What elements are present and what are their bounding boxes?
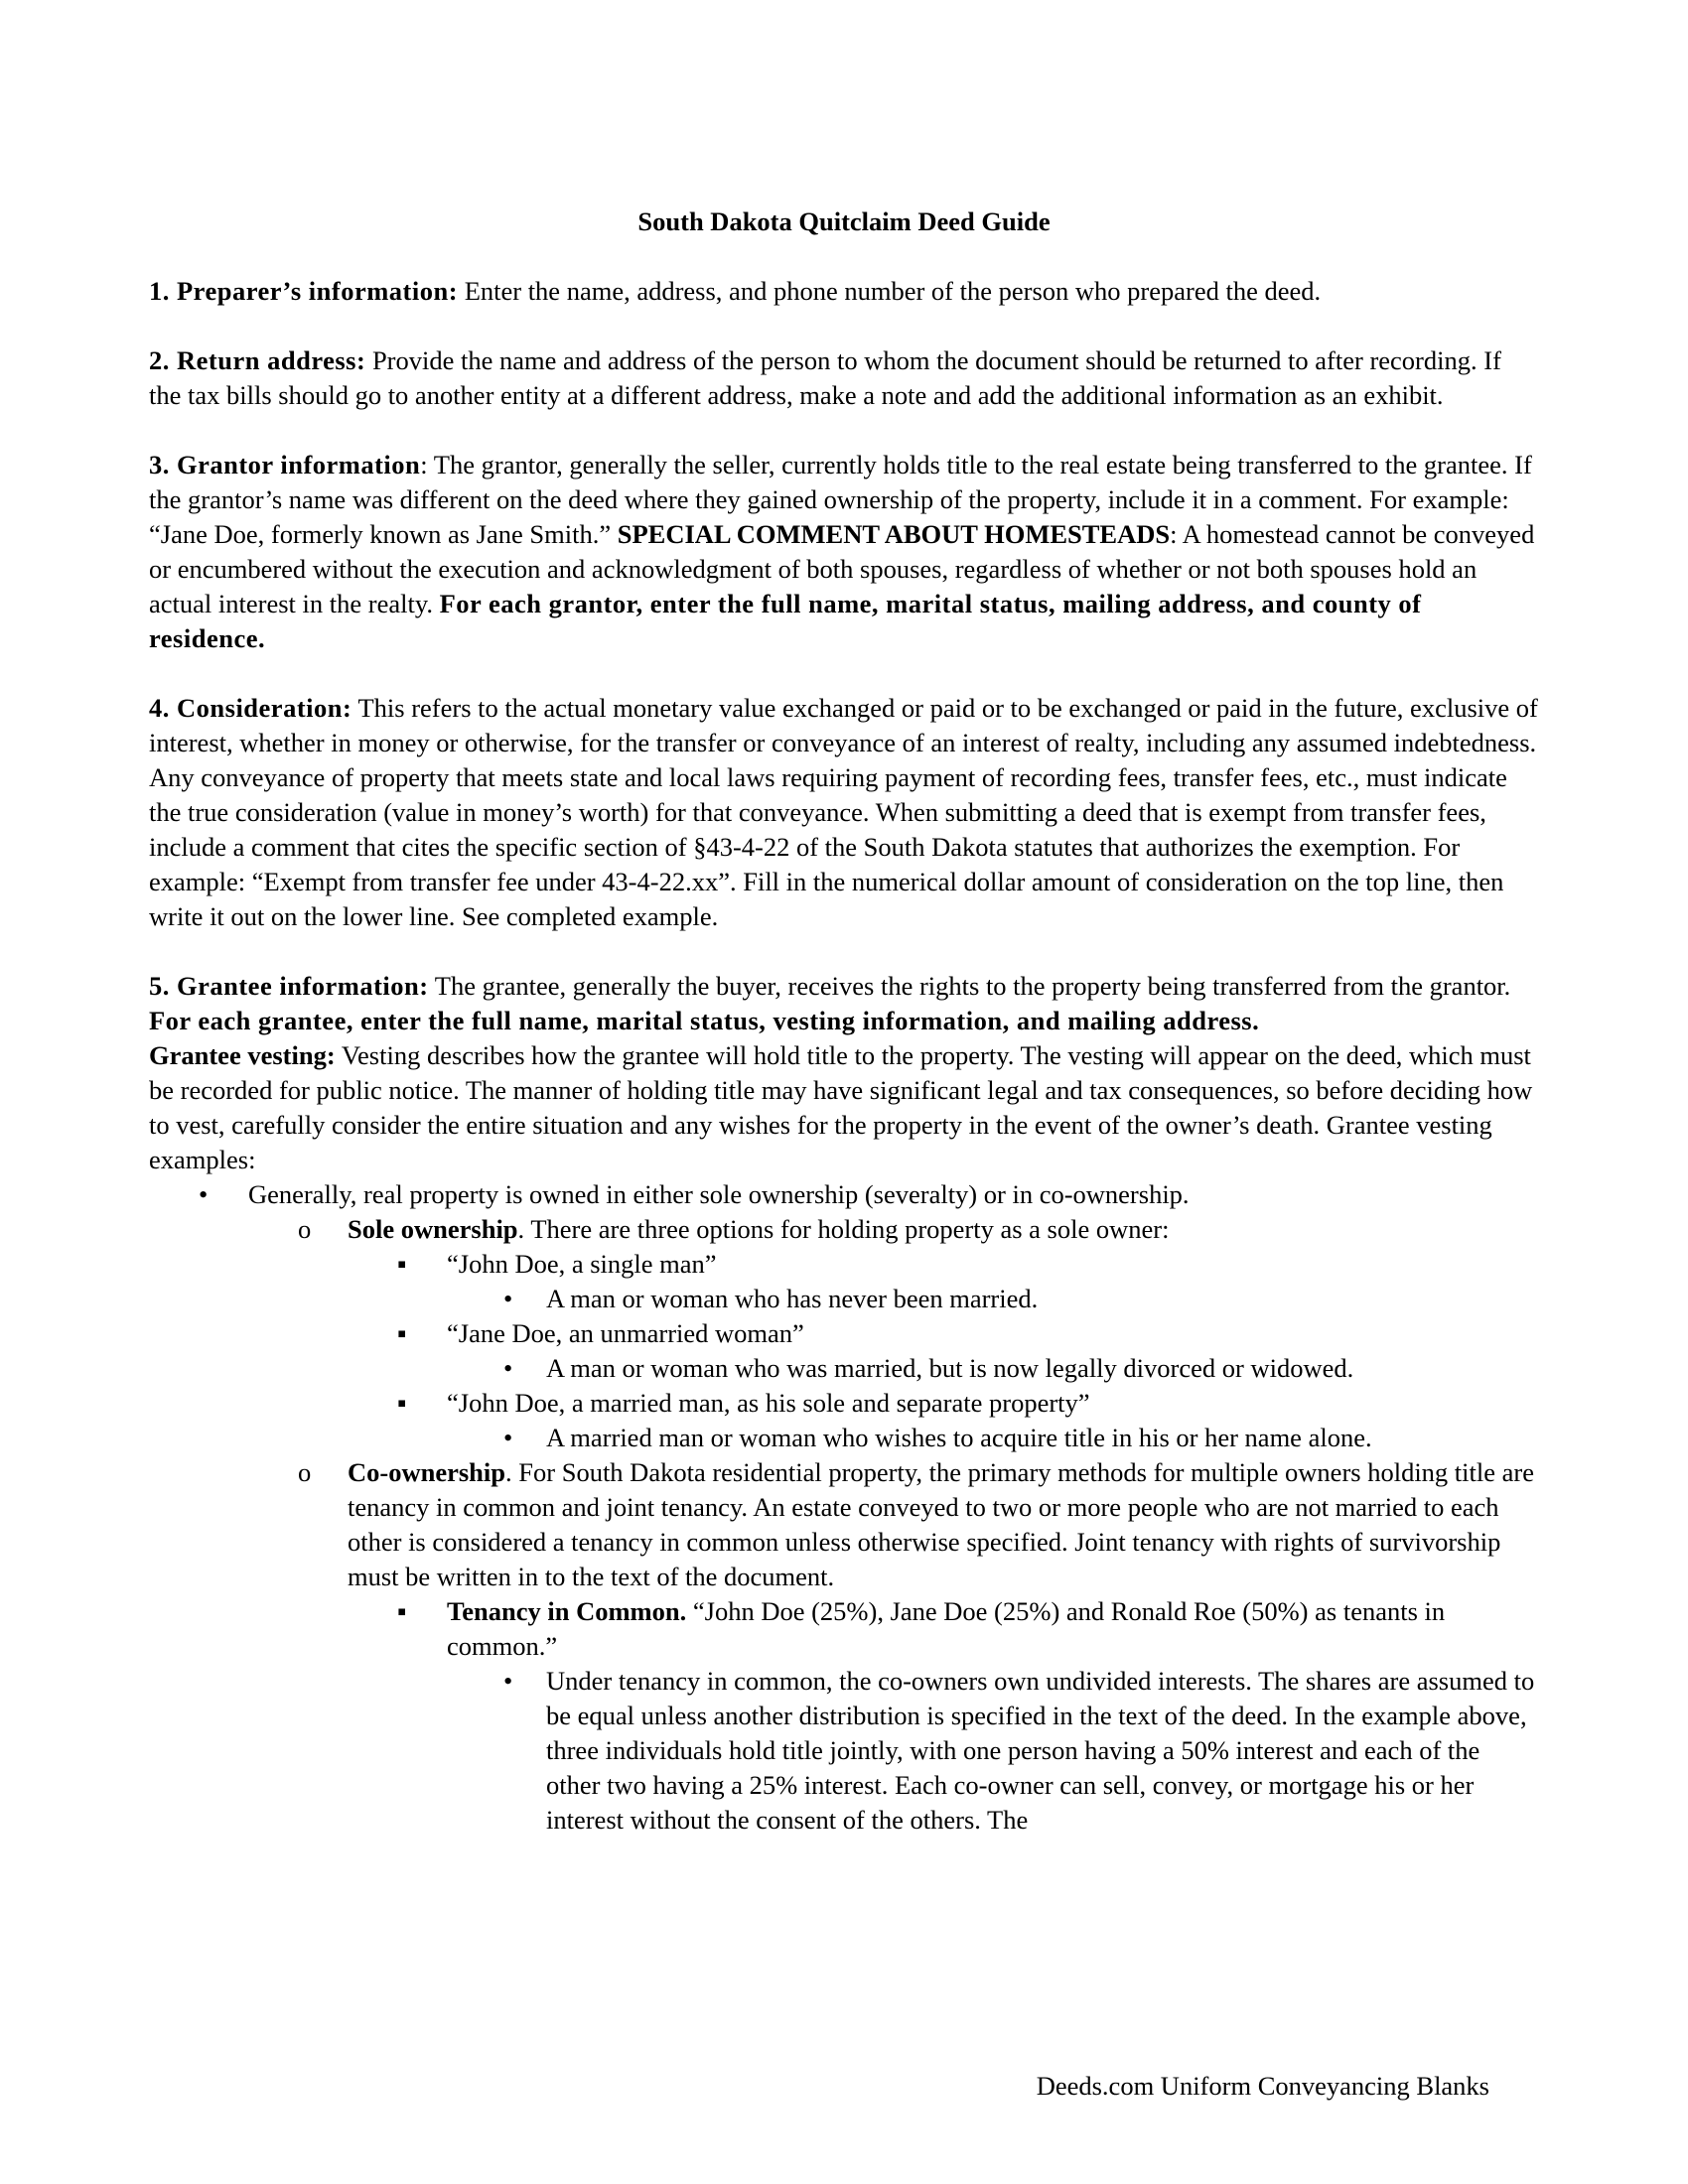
list-item-text: A man or woman who was married, but is now legally divorced or widowed.	[546, 1353, 1354, 1383]
list-item-text: A married man or woman who wishes to acquire title in his or her name alone.	[546, 1423, 1372, 1452]
section-heading: 3. Grantor information	[149, 450, 421, 479]
list-item-text: “John Doe, a married man, as his sole and separate property”	[447, 1388, 1090, 1418]
section-text: Enter the name, address, and phone number of the person who prepared the deed.	[458, 276, 1322, 306]
list-item-text: . There are three options for holding property as a sole owner:	[517, 1214, 1170, 1244]
bullet-square-icon: ▪	[397, 1388, 407, 1418]
section-text: Vesting describes how the grantee will hold title to the property. The vesting will appear on the deed, which must be recorded for public notice. The manner of holding title may have significant legal and tax consequences, so before deciding how to vest, carefully consider the entire situation and any wishes for the property in the event of the owner’s death. Grantee vesting examples:	[149, 1040, 1533, 1174]
bullet-square-icon: ▪	[397, 1249, 407, 1279]
list-item	[149, 1316, 1539, 1351]
list-item-text: A man or woman who has never been married.	[546, 1284, 1039, 1313]
list-item	[149, 1386, 1539, 1421]
document-title: South Dakota Quitclaim Deed Guide	[637, 206, 1051, 236]
section-grantee	[149, 969, 1539, 1038]
list-item	[149, 1282, 1539, 1316]
list-item	[149, 1212, 1539, 1247]
section-preparer	[149, 274, 1539, 309]
list-item-heading: Sole ownership	[348, 1214, 518, 1244]
section-text: The grantee, generally the buyer, receives the rights to the property being transferred from the grantor.	[428, 971, 1511, 1001]
section-heading: 2. Return address:	[149, 345, 366, 375]
list-item-heading: Co-ownership	[348, 1457, 506, 1487]
list-item	[149, 1421, 1539, 1455]
section-heading: Grantee vesting:	[149, 1040, 336, 1070]
section-grantor	[149, 448, 1539, 656]
section-consideration	[149, 691, 1539, 934]
section-text: Provide the name and address of the person to whom the document should be returned to after recording. If the tax bills should go to another entity at a different address, make a note and add the additional information as an exhibit.	[149, 345, 1501, 410]
section-grantee-vesting	[149, 1038, 1539, 1177]
grantee-instruction: For each grantee, enter the full name, marital status, vesting information, and mailing address.	[149, 1006, 1260, 1035]
list-item	[149, 1247, 1539, 1282]
list-item	[149, 1594, 1539, 1664]
special-comment-heading: SPECIAL COMMENT ABOUT HOMESTEADS	[617, 519, 1171, 549]
page-footer: Deeds.com Uniform Conveyancing Blanks	[1036, 2071, 1489, 2101]
bullet-disc-icon: •	[503, 1666, 513, 1696]
list-item-heading: Tenancy in Common.	[447, 1596, 687, 1626]
bullet-square-icon: ▪	[397, 1596, 407, 1626]
list-item	[149, 1455, 1539, 1594]
list-item	[149, 1177, 1539, 1212]
vesting-list	[149, 1177, 1539, 1838]
list-item-text: “John Doe (25%), Jane Doe (25%) and Ronald Roe (50%) as tenants in common.”	[447, 1596, 1446, 1661]
section-text: : A homestead cannot be conveyed or encumbered without the execution and acknowledgment of both spouses, regardless of whether or not both spouses hold an actual interest in the realty.	[149, 519, 1535, 618]
section-heading: 5. Grantee information:	[149, 971, 429, 1001]
bullet-disc-icon: •	[199, 1179, 209, 1209]
section-return-address	[149, 343, 1539, 413]
bullet-disc-icon: •	[503, 1423, 513, 1452]
section-heading: 4. Consideration:	[149, 693, 352, 723]
document-body	[149, 205, 1539, 1838]
list-item-text: . For South Dakota residential property, the primary methods for multiple owners holding title are tenancy in common and joint tenancy. An estate conveyed to two or more people who are not married to each other is considered a tenancy in common unless otherwise specified. Joint tenancy with rights of survivorship must be written in to the text of the document.	[348, 1457, 1534, 1591]
bullet-circle-icon: o	[298, 1214, 312, 1244]
list-item	[149, 1351, 1539, 1386]
bullet-square-icon: ▪	[397, 1318, 407, 1348]
bullet-disc-icon: •	[503, 1284, 513, 1313]
list-item-text: “John Doe, a single man”	[447, 1249, 717, 1279]
section-text: : The grantor, generally the seller, currently holds title to the real estate being transferred to the grantee. If the grantor’s name was different on the deed where they gained ownership of the property, include it in a comment. For example: “Jane Doe, formerly known as Jane Smith.”	[149, 450, 1532, 549]
section-heading: 1. Preparer’s information:	[149, 276, 459, 306]
list-item	[149, 1664, 1539, 1838]
list-item-text: “Jane Doe, an unmarried woman”	[447, 1318, 804, 1348]
bullet-disc-icon: •	[503, 1353, 513, 1383]
list-item-text: Under tenancy in common, the co-owners own undivided interests. The shares are assumed to be equal unless another distribution is specified in the text of the deed. In the example above, three individuals hold title jointly, with one person having a 50% interest and each of the other two having a 25% interest. Each co-owner can sell, convey, or mortgage his or her interest without the consent of the others. The	[546, 1666, 1535, 1835]
list-item-text: Generally, real property is owned in either sole ownership (severalty) or in co-ownership.	[248, 1179, 1190, 1209]
section-text: This refers to the actual monetary value exchanged or paid or to be exchanged or paid in the future, exclusive of interest, whether in money or otherwise, for the transfer or conveyance of an interest of realty, including any assumed indebtedness. Any conveyance of property that meets state and local laws requiring payment of recording fees, transfer fees, etc., must indicate the true consideration (value in money’s worth) for that conveyance. When submitting a deed that is exempt from transfer fees, include a comment that cites the specific section of §43-4-22 of the South Dakota statutes that authorizes the exemption. For example: “Exempt from transfer fee under 43-4-22.xx”. Fill in the numerical dollar amount of consideration on the top line, then write it out on the lower line. See completed example.	[149, 693, 1538, 931]
bullet-circle-icon: o	[298, 1457, 312, 1487]
grantor-instruction: For each grantor, enter the full name, marital status, mailing address, and county of residence.	[149, 589, 1422, 653]
